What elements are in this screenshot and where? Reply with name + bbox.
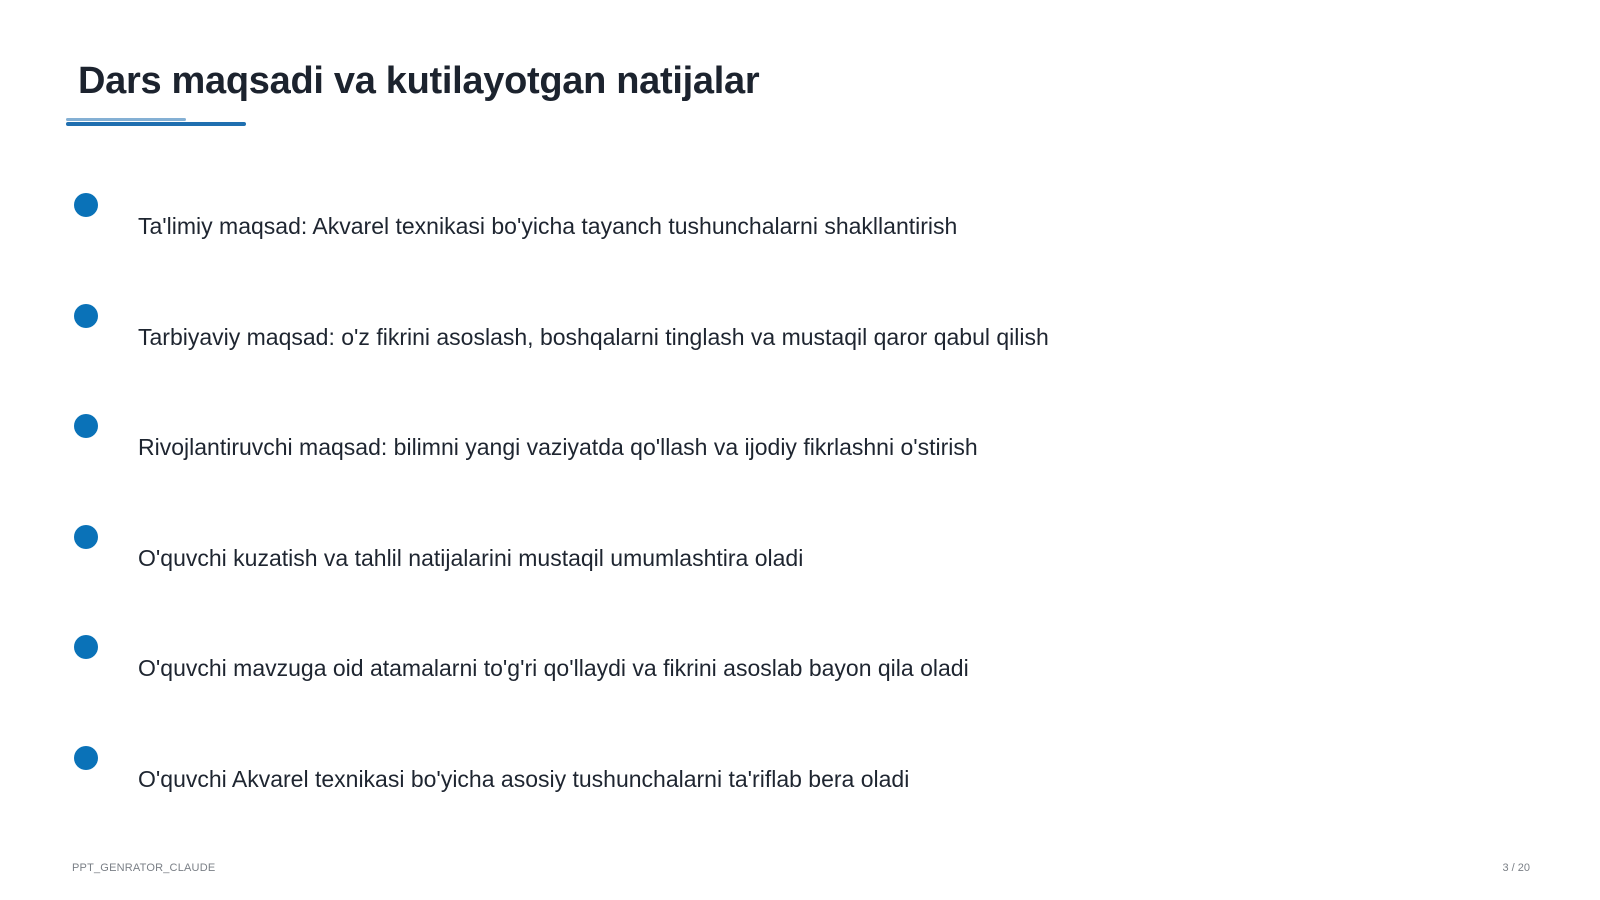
bullet-text: O'quvchi mavzuga oid atamalarni to'g'ri qo'llaydi va fikrini asoslab bayon qila oladi <box>138 655 969 681</box>
page-number: 3 / 20 <box>1502 862 1530 874</box>
bullet-dot-icon <box>74 525 98 549</box>
bullet-dot-icon <box>74 304 98 328</box>
bullet-text: Ta'limiy maqsad: Akvarel texnikasi bo'yicha tayanch tushunchalarni shakllantirish <box>138 213 958 239</box>
bullet-text: Rivojlantiruvchi maqsad: bilimni yangi vaziyatda qo'llash va ijodiy fikrlashni o'stirish <box>138 434 978 460</box>
bullet-dot-icon <box>74 635 98 659</box>
bullet-item <box>74 304 1374 364</box>
bullet-text: O'quvchi kuzatish va tahlil natijalarini mustaqil umumlashtira oladi <box>138 545 804 571</box>
bullet-item <box>74 635 1374 695</box>
footer-source-label: PPT_GENRATOR_CLAUDE <box>72 862 216 874</box>
bullet-item <box>74 193 1374 253</box>
slide-title: Dars maqsadi va kutilayotgan natijalar <box>78 60 760 102</box>
bullet-item <box>74 525 1374 585</box>
bullet-text: O'quvchi Akvarel texnikasi bo'yicha asosiy tushunchalarni ta'riflab bera oladi <box>138 766 910 792</box>
bullet-dot-icon <box>74 414 98 438</box>
bullet-dot-icon <box>74 193 98 217</box>
bullet-item <box>74 746 1374 806</box>
bullet-text: Tarbiyaviy maqsad: o'z fikrini asoslash, boshqalarni tinglash va mustaqil qaror qabul qilish <box>138 324 1049 350</box>
bullet-dot-icon <box>74 746 98 770</box>
bullet-item <box>74 414 1374 474</box>
